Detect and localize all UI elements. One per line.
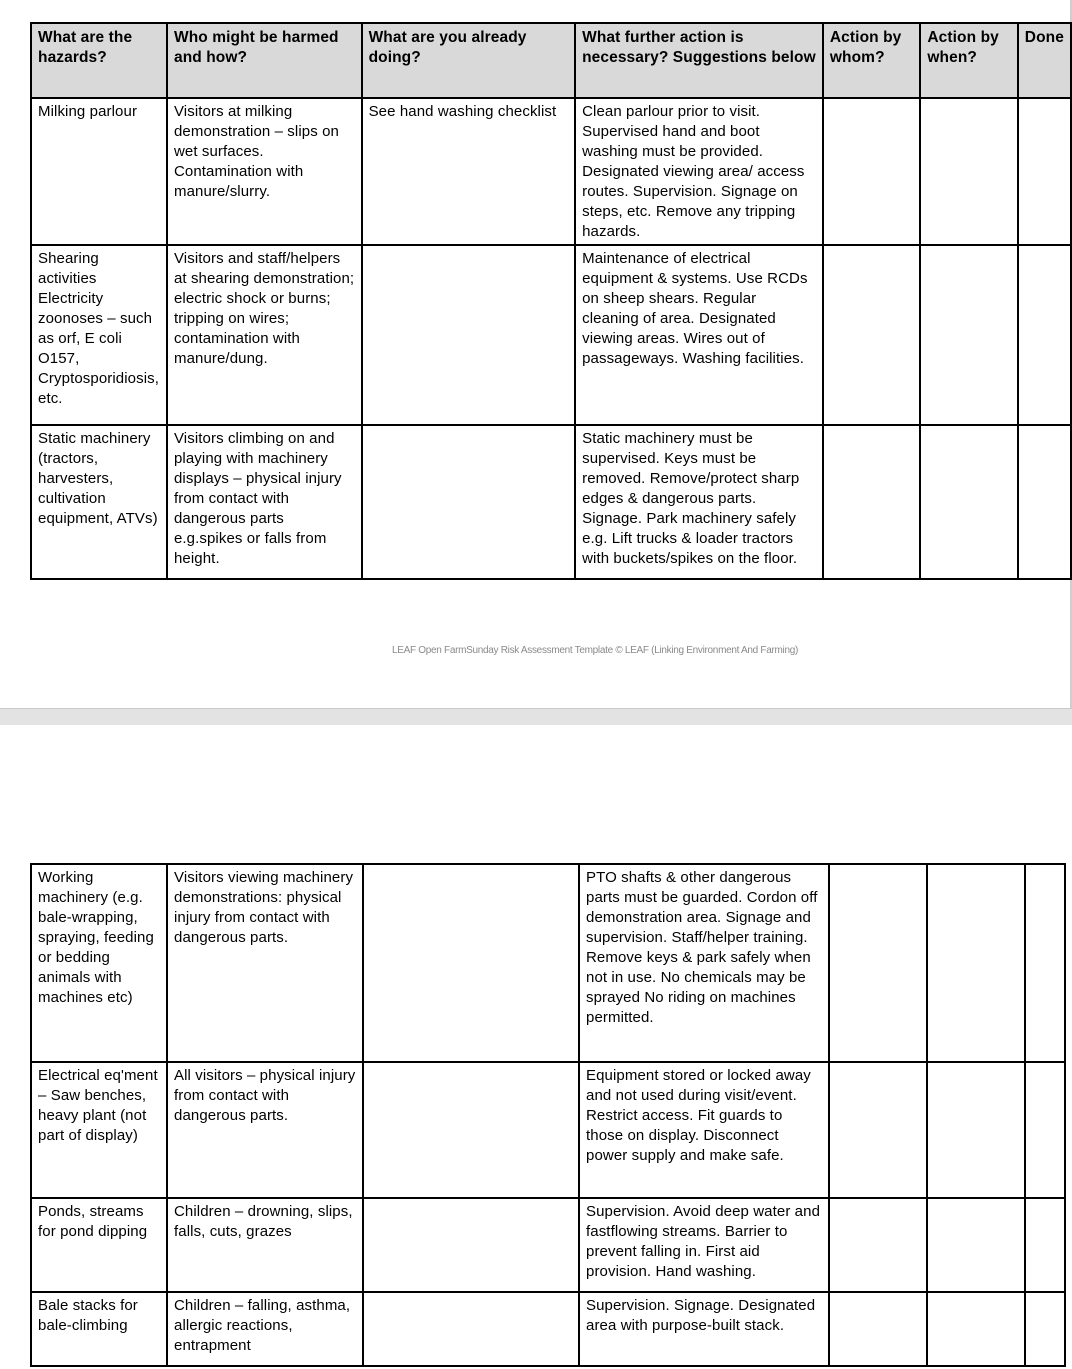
already-doing-cell <box>363 1292 579 1366</box>
hazard-cell: Ponds, streams for pond dipping <box>31 1198 167 1292</box>
header-already-doing: What are you already doing? <box>362 23 576 98</box>
action-by-whom-cell[interactable] <box>829 1062 927 1198</box>
hazard-cell: Working machinery (e.g. bale-wrapping, spraying, feeding or bedding animals with machines etc) <box>31 864 167 1062</box>
table-row <box>31 1198 1065 1292</box>
harmed-cell: Children – falling, asthma, allergic reactions, entrapment <box>167 1292 363 1366</box>
further-action-cell: Supervision. Avoid deep water and fastflowing streams. Barrier to prevent falling in. First aid provision. Hand washing. <box>579 1198 829 1292</box>
already-doing-cell: See hand washing checklist <box>362 98 576 245</box>
done-cell[interactable] <box>1018 425 1071 579</box>
table-row <box>31 245 1071 425</box>
already-doing-cell <box>363 1198 579 1292</box>
table-header-row <box>31 23 1071 98</box>
table-row <box>31 1062 1065 1198</box>
harmed-cell: Visitors climbing on and playing with machinery displays – physical injury from contact with dangerous parts e.g.spikes or falls from height. <box>167 425 362 579</box>
further-action-cell: Equipment stored or locked away and not used during visit/event. Restrict access. Fit guards to those on display. Disconnect power supply and make safe. <box>579 1062 829 1198</box>
action-by-when-cell[interactable] <box>927 1062 1025 1198</box>
header-action-by-whom: Action by whom? <box>823 23 920 98</box>
action-by-when-cell[interactable] <box>920 98 1017 245</box>
header-action-by-when: Action by when? <box>920 23 1017 98</box>
further-action-cell: Static machinery must be supervised. Keys must be removed. Remove/protect sharp edges & dangerous parts. Signage. Park machinery safely e.g. Lift trucks & loader tractors with buckets/spikes on the floor. <box>575 425 823 579</box>
done-cell[interactable] <box>1025 1292 1065 1366</box>
table-row <box>31 98 1071 245</box>
action-by-when-cell[interactable] <box>920 245 1017 425</box>
harmed-cell: All visitors – physical injury from contact with dangerous parts. <box>167 1062 363 1198</box>
hazard-cell: Static machinery (tractors, harvesters, cultivation equipment, ATVs) <box>31 425 167 579</box>
already-doing-cell <box>363 1062 579 1198</box>
harmed-cell: Visitors at milking demonstration – slips on wet surfaces. Contamination with manure/slurry. <box>167 98 362 245</box>
action-by-whom-cell[interactable] <box>829 1198 927 1292</box>
further-action-cell: PTO shafts & other dangerous parts must be guarded. Cordon off demonstration area. Signage and supervision. Staff/helper training. Remove keys & park safely when not in use. No chemicals may be sprayed No riding on machines permitted. <box>579 864 829 1062</box>
hazard-cell: Milking parlour <box>31 98 167 245</box>
header-done: Done <box>1018 23 1071 98</box>
done-cell[interactable] <box>1025 864 1065 1062</box>
table-row <box>31 425 1071 579</box>
hazard-cell: Electrical eq'ment – Saw benches, heavy plant (not part of display) <box>31 1062 167 1198</box>
table-row <box>31 864 1065 1062</box>
action-by-when-cell[interactable] <box>927 864 1025 1062</box>
further-action-cell: Supervision. Signage. Designated area with purpose-built stack. <box>579 1292 829 1366</box>
risk-assessment-table-page-2 <box>30 863 1066 1367</box>
harmed-cell: Visitors viewing machinery demonstrations: physical injury from contact with dangerous parts. <box>167 864 363 1062</box>
already-doing-cell <box>362 245 576 425</box>
already-doing-cell <box>363 864 579 1062</box>
done-cell[interactable] <box>1018 98 1071 245</box>
hazard-cell: Shearing activities Electricity zoonoses – such as orf, E coli O157, Cryptosporidiosis, etc. <box>31 245 167 425</box>
page-footer <box>0 645 1072 656</box>
action-by-whom-cell[interactable] <box>829 1292 927 1366</box>
harmed-cell: Visitors and staff/helpers at shearing demonstration; electric shock or burns; tripping on wires; contamination with manure/dung. <box>167 245 362 425</box>
action-by-when-cell[interactable] <box>920 425 1017 579</box>
action-by-whom-cell[interactable] <box>823 425 920 579</box>
action-by-whom-cell[interactable] <box>829 864 927 1062</box>
action-by-when-cell[interactable] <box>927 1292 1025 1366</box>
done-cell[interactable] <box>1018 245 1071 425</box>
header-further-action: What further action is necessary? Suggestions below <box>575 23 823 98</box>
action-by-whom-cell[interactable] <box>823 245 920 425</box>
hazard-cell: Bale stacks for bale-climbing <box>31 1292 167 1366</box>
harmed-cell: Children – drowning, slips, falls, cuts, grazes <box>167 1198 363 1292</box>
risk-assessment-table-page-1 <box>30 22 1072 580</box>
further-action-cell: Maintenance of electrical equipment & systems. Use RCDs on sheep shears. Regular cleaning of area. Designated viewing areas. Wires out of passageways. Washing facilities. <box>575 245 823 425</box>
table-row <box>31 1292 1065 1366</box>
header-hazards: What are the hazards? <box>31 23 167 98</box>
header-who-harmed: Who might be harmed and how? <box>167 23 362 98</box>
page-separator <box>0 708 1072 726</box>
further-action-cell: Clean parlour prior to visit. Supervised hand and boot washing must be provided. Designated viewing area/ access routes. Supervision. Signage on steps, etc. Remove any tripping hazards. <box>575 98 823 245</box>
done-cell[interactable] <box>1025 1198 1065 1292</box>
already-doing-cell <box>362 425 576 579</box>
document-page-2 <box>0 725 1072 1369</box>
action-by-whom-cell[interactable] <box>823 98 920 245</box>
footer-text: LEAF Open FarmSunday Risk Assessment Template © LEAF (Linking Environment And Farming) <box>391 645 798 656</box>
done-cell[interactable] <box>1025 1062 1065 1198</box>
action-by-when-cell[interactable] <box>927 1198 1025 1292</box>
